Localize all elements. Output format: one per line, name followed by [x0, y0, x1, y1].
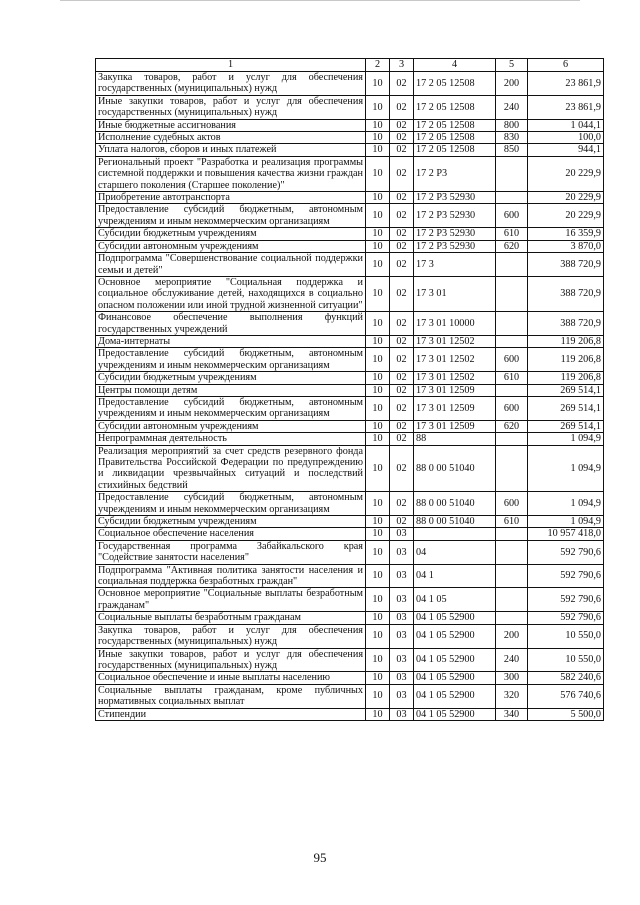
table-row [96, 119, 604, 131]
target-item-cell: 04 1 05 52900 [414, 672, 496, 684]
target-item-cell: 17 3 01 12502 [414, 335, 496, 347]
table-row [96, 228, 604, 240]
row-name-cell: Субсидии бюджетным учреждениям [96, 228, 366, 240]
row-name-cell: Финансовое обеспечение выполнения функций государственных учреждений [96, 312, 366, 336]
table-row [96, 253, 604, 277]
section-cell: 10 [366, 95, 390, 119]
row-name-cell: Подпрограмма "Совершенствование социальной поддержки семьи и детей" [96, 253, 366, 277]
header-col-5: 5 [496, 59, 528, 72]
table-row [96, 156, 604, 191]
expense-type-cell: 200 [496, 72, 528, 96]
target-item-cell: 17 2 05 12508 [414, 119, 496, 131]
target-item-cell: 88 0 00 51040 [414, 516, 496, 528]
section-cell: 10 [366, 192, 390, 204]
expense-type-cell: 850 [496, 144, 528, 156]
section-cell: 10 [366, 564, 390, 588]
table-row [96, 528, 604, 540]
row-name-cell: Социальное обеспечение населения [96, 528, 366, 540]
target-item-cell: 88 [414, 433, 496, 445]
amount-cell: 269 514,1 [528, 384, 604, 396]
amount-cell: 119 206,8 [528, 348, 604, 372]
expense-type-cell: 200 [496, 624, 528, 648]
target-item-cell: 04 1 05 52900 [414, 684, 496, 708]
subsection-cell: 02 [390, 372, 414, 384]
subsection-cell: 03 [390, 540, 414, 564]
section-cell: 10 [366, 119, 390, 131]
row-name-cell: Подпрограмма "Активная политика занятости населения и социальная поддержка безработных граждан" [96, 564, 366, 588]
section-cell: 10 [366, 612, 390, 624]
section-cell: 10 [366, 445, 390, 492]
table-row [96, 612, 604, 624]
row-name-cell: Основное мероприятие "Социальная поддержка и социальное обслуживание детей, находящихся в социально опасном положении или иной трудной жизненной ситуации" [96, 276, 366, 311]
expense-type-cell [496, 192, 528, 204]
subsection-cell: 03 [390, 588, 414, 612]
amount-cell: 1 044,1 [528, 119, 604, 131]
target-item-cell: 17 3 01 [414, 276, 496, 311]
subsection-cell: 02 [390, 119, 414, 131]
expense-type-cell: 620 [496, 240, 528, 252]
section-cell: 10 [366, 433, 390, 445]
amount-cell: 20 229,9 [528, 204, 604, 228]
expense-type-cell [496, 433, 528, 445]
table-row [96, 516, 604, 528]
page-number: 95 [313, 850, 327, 865]
target-item-cell: 17 3 01 12509 [414, 384, 496, 396]
table-row [96, 132, 604, 144]
subsection-cell: 03 [390, 708, 414, 720]
subsection-cell: 02 [390, 144, 414, 156]
expense-type-cell: 600 [496, 204, 528, 228]
row-name-cell: Социальные выплаты гражданам, кроме публичных нормативных социальных выплат [96, 684, 366, 708]
table-row [96, 372, 604, 384]
target-item-cell: 17 2 P3 52930 [414, 228, 496, 240]
amount-cell: 388 720,9 [528, 253, 604, 277]
subsection-cell: 02 [390, 276, 414, 311]
subsection-cell: 02 [390, 72, 414, 96]
row-name-cell: Закупка товаров, работ и услуг для обеспечения государственных (муниципальных) нужд [96, 624, 366, 648]
subsection-cell: 02 [390, 516, 414, 528]
subsection-cell: 02 [390, 204, 414, 228]
expense-type-cell: 320 [496, 684, 528, 708]
amount-cell: 388 720,9 [528, 312, 604, 336]
amount-cell: 10 957 418,0 [528, 528, 604, 540]
table-row [96, 396, 604, 420]
expense-type-cell [496, 612, 528, 624]
amount-cell: 269 514,1 [528, 396, 604, 420]
budget-table [95, 58, 604, 721]
section-cell: 10 [366, 708, 390, 720]
header-row [96, 59, 604, 72]
amount-cell: 576 740,6 [528, 684, 604, 708]
subsection-cell: 03 [390, 684, 414, 708]
amount-cell: 1 094,9 [528, 492, 604, 516]
row-name-cell: Непрограммная деятельность [96, 433, 366, 445]
target-item-cell: 04 [414, 540, 496, 564]
subsection-cell: 02 [390, 228, 414, 240]
row-name-cell: Субсидии автономным учреждениям [96, 240, 366, 252]
subsection-cell: 03 [390, 624, 414, 648]
table-row [96, 564, 604, 588]
expense-type-cell [496, 335, 528, 347]
expense-type-cell: 240 [496, 648, 528, 672]
amount-cell: 16 359,9 [528, 228, 604, 240]
section-cell: 10 [366, 684, 390, 708]
table-row [96, 95, 604, 119]
section-cell: 10 [366, 228, 390, 240]
row-name-cell: Приобретение автотранспорта [96, 192, 366, 204]
table-row [96, 672, 604, 684]
subsection-cell: 02 [390, 445, 414, 492]
expense-type-cell [496, 156, 528, 191]
target-item-cell: 17 3 01 12509 [414, 420, 496, 432]
table-row [96, 192, 604, 204]
row-name-cell: Субсидии автономным учреждениям [96, 420, 366, 432]
amount-cell: 592 790,6 [528, 564, 604, 588]
subsection-cell: 02 [390, 240, 414, 252]
amount-cell: 388 720,9 [528, 276, 604, 311]
table-row [96, 588, 604, 612]
expense-type-cell: 610 [496, 516, 528, 528]
section-cell: 10 [366, 516, 390, 528]
row-name-cell: Закупка товаров, работ и услуг для обеспечения государственных (муниципальных) нужд [96, 72, 366, 96]
amount-cell: 119 206,8 [528, 335, 604, 347]
row-name-cell: Региональный проект "Разработка и реализация программы системной поддержки и повышения качества жизни граждан старшего поколения (Старшее поколение)" [96, 156, 366, 191]
subsection-cell: 02 [390, 335, 414, 347]
header-col-2: 2 [366, 59, 390, 72]
subsection-cell: 02 [390, 396, 414, 420]
expense-type-cell: 600 [496, 492, 528, 516]
target-item-cell: 17 2 P3 [414, 156, 496, 191]
amount-cell: 1 094,9 [528, 433, 604, 445]
subsection-cell: 02 [390, 492, 414, 516]
row-name-cell: Иные бюджетные ассигнования [96, 119, 366, 131]
expense-type-cell: 600 [496, 348, 528, 372]
expense-type-cell [496, 588, 528, 612]
section-cell: 10 [366, 588, 390, 612]
row-name-cell: Социальные выплаты безработным гражданам [96, 612, 366, 624]
amount-cell: 100,0 [528, 132, 604, 144]
row-name-cell: Исполнение судебных актов [96, 132, 366, 144]
target-item-cell: 04 1 05 52900 [414, 708, 496, 720]
header-col-6: 6 [528, 59, 604, 72]
target-item-cell: 17 3 01 12502 [414, 372, 496, 384]
table-row [96, 204, 604, 228]
table-row [96, 276, 604, 311]
table-row [96, 540, 604, 564]
amount-cell: 23 861,9 [528, 95, 604, 119]
row-name-cell: Иные закупки товаров, работ и услуг для обеспечения государственных (муниципальных) нужд [96, 648, 366, 672]
expense-type-cell: 620 [496, 420, 528, 432]
subsection-cell: 03 [390, 528, 414, 540]
scan-edge-line [60, 0, 580, 1]
section-cell: 10 [366, 335, 390, 347]
table-row [96, 433, 604, 445]
expense-type-cell [496, 253, 528, 277]
target-item-cell: 04 1 [414, 564, 496, 588]
subsection-cell: 02 [390, 253, 414, 277]
section-cell: 10 [366, 384, 390, 396]
target-item-cell: 88 0 00 51040 [414, 445, 496, 492]
amount-cell: 20 229,9 [528, 156, 604, 191]
section-cell: 10 [366, 72, 390, 96]
row-name-cell: Основное мероприятие "Социальные выплаты безработным гражданам" [96, 588, 366, 612]
subsection-cell: 03 [390, 564, 414, 588]
amount-cell: 1 094,9 [528, 516, 604, 528]
section-cell: 10 [366, 312, 390, 336]
subsection-cell: 02 [390, 192, 414, 204]
amount-cell: 20 229,9 [528, 192, 604, 204]
row-name-cell: Центры помощи детям [96, 384, 366, 396]
subsection-cell: 02 [390, 95, 414, 119]
row-name-cell: Социальное обеспечение и иные выплаты населению [96, 672, 366, 684]
expense-type-cell: 830 [496, 132, 528, 144]
subsection-cell: 02 [390, 156, 414, 191]
table-row [96, 648, 604, 672]
amount-cell: 10 550,0 [528, 648, 604, 672]
row-name-cell: Предоставление субсидий бюджетным, автономным учреждениям и иным некоммерческим организациям [96, 396, 366, 420]
amount-cell: 592 790,6 [528, 588, 604, 612]
amount-cell: 592 790,6 [528, 612, 604, 624]
row-name-cell: Стипендии [96, 708, 366, 720]
section-cell: 10 [366, 528, 390, 540]
expense-type-cell: 610 [496, 228, 528, 240]
header-col-3: 3 [390, 59, 414, 72]
subsection-cell: 02 [390, 312, 414, 336]
row-name-cell: Уплата налогов, сборов и иных платежей [96, 144, 366, 156]
subsection-cell: 03 [390, 672, 414, 684]
target-item-cell: 17 3 [414, 253, 496, 277]
table-row [96, 445, 604, 492]
target-item-cell: 17 3 01 12509 [414, 396, 496, 420]
amount-cell: 944,1 [528, 144, 604, 156]
target-item-cell: 17 2 05 12508 [414, 72, 496, 96]
section-cell: 10 [366, 396, 390, 420]
table-row [96, 708, 604, 720]
row-name-cell: Реализация мероприятий за счет средств резервного фонда Правительства Российской Федерации по предупреждению и ликвидации чрезвычайных ситуаций и последствий стихийных бедствий [96, 445, 366, 492]
amount-cell: 1 094,9 [528, 445, 604, 492]
expense-type-cell: 300 [496, 672, 528, 684]
target-item-cell: 17 2 05 12508 [414, 144, 496, 156]
section-cell: 10 [366, 204, 390, 228]
row-name-cell: Предоставление субсидий бюджетным, автономным учреждениям и иным некоммерческим организациям [96, 204, 366, 228]
amount-cell: 23 861,9 [528, 72, 604, 96]
amount-cell: 5 500,0 [528, 708, 604, 720]
row-name-cell: Субсидии бюджетным учреждениям [96, 372, 366, 384]
table-row [96, 624, 604, 648]
section-cell: 10 [366, 672, 390, 684]
amount-cell: 119 206,8 [528, 372, 604, 384]
amount-cell: 592 790,6 [528, 540, 604, 564]
target-item-cell: 17 2 05 12508 [414, 132, 496, 144]
section-cell: 10 [366, 372, 390, 384]
target-item-cell: 17 3 01 10000 [414, 312, 496, 336]
table-row [96, 72, 604, 96]
target-item-cell: 17 2 P3 52930 [414, 192, 496, 204]
expense-type-cell: 600 [496, 396, 528, 420]
section-cell: 10 [366, 648, 390, 672]
row-name-cell: Государственная программа Забайкальского края "Содействие занятости населения" [96, 540, 366, 564]
target-item-cell: 17 3 01 12502 [414, 348, 496, 372]
amount-cell: 269 514,1 [528, 420, 604, 432]
target-item-cell: 17 2 P3 52930 [414, 240, 496, 252]
table-row [96, 420, 604, 432]
expense-type-cell: 800 [496, 119, 528, 131]
table-header [96, 59, 604, 72]
expense-type-cell [496, 384, 528, 396]
table-row [96, 348, 604, 372]
expense-type-cell: 340 [496, 708, 528, 720]
amount-cell: 582 240,6 [528, 672, 604, 684]
row-name-cell: Дома-интернаты [96, 335, 366, 347]
target-item-cell [414, 528, 496, 540]
row-name-cell: Предоставление субсидий бюджетным, автономным учреждениям и иным некоммерческим организациям [96, 492, 366, 516]
expense-type-cell [496, 564, 528, 588]
target-item-cell: 88 0 00 51040 [414, 492, 496, 516]
expense-type-cell: 610 [496, 372, 528, 384]
subsection-cell: 03 [390, 612, 414, 624]
section-cell: 10 [366, 348, 390, 372]
target-item-cell: 17 2 P3 52930 [414, 204, 496, 228]
target-item-cell: 17 2 05 12508 [414, 95, 496, 119]
section-cell: 10 [366, 156, 390, 191]
table-row [96, 312, 604, 336]
section-cell: 10 [366, 132, 390, 144]
subsection-cell: 02 [390, 132, 414, 144]
target-item-cell: 04 1 05 52900 [414, 624, 496, 648]
section-cell: 10 [366, 276, 390, 311]
table-row [96, 144, 604, 156]
table-row [96, 384, 604, 396]
expense-type-cell: 240 [496, 95, 528, 119]
row-name-cell: Предоставление субсидий бюджетным, автономным учреждениям и иным некоммерческим организациям [96, 348, 366, 372]
table-body [96, 72, 604, 721]
row-name-cell: Иные закупки товаров, работ и услуг для обеспечения государственных (муниципальных) нужд [96, 95, 366, 119]
expense-type-cell [496, 312, 528, 336]
section-cell: 10 [366, 624, 390, 648]
subsection-cell: 02 [390, 348, 414, 372]
row-name-cell: Субсидии бюджетным учреждениям [96, 516, 366, 528]
expense-type-cell [496, 445, 528, 492]
expense-type-cell [496, 528, 528, 540]
table-row [96, 335, 604, 347]
subsection-cell: 02 [390, 384, 414, 396]
expense-type-cell [496, 540, 528, 564]
section-cell: 10 [366, 420, 390, 432]
subsection-cell: 03 [390, 648, 414, 672]
section-cell: 10 [366, 540, 390, 564]
target-item-cell: 04 1 05 [414, 588, 496, 612]
table-row [96, 240, 604, 252]
section-cell: 10 [366, 253, 390, 277]
target-item-cell: 04 1 05 52900 [414, 612, 496, 624]
header-col-1: 1 [96, 59, 366, 72]
amount-cell: 3 870,0 [528, 240, 604, 252]
amount-cell: 10 550,0 [528, 624, 604, 648]
section-cell: 10 [366, 492, 390, 516]
target-item-cell: 04 1 05 52900 [414, 648, 496, 672]
table-row [96, 492, 604, 516]
subsection-cell: 02 [390, 433, 414, 445]
table-row [96, 684, 604, 708]
expense-type-cell [496, 276, 528, 311]
section-cell: 10 [366, 240, 390, 252]
section-cell: 10 [366, 144, 390, 156]
header-col-4: 4 [414, 59, 496, 72]
subsection-cell: 02 [390, 420, 414, 432]
